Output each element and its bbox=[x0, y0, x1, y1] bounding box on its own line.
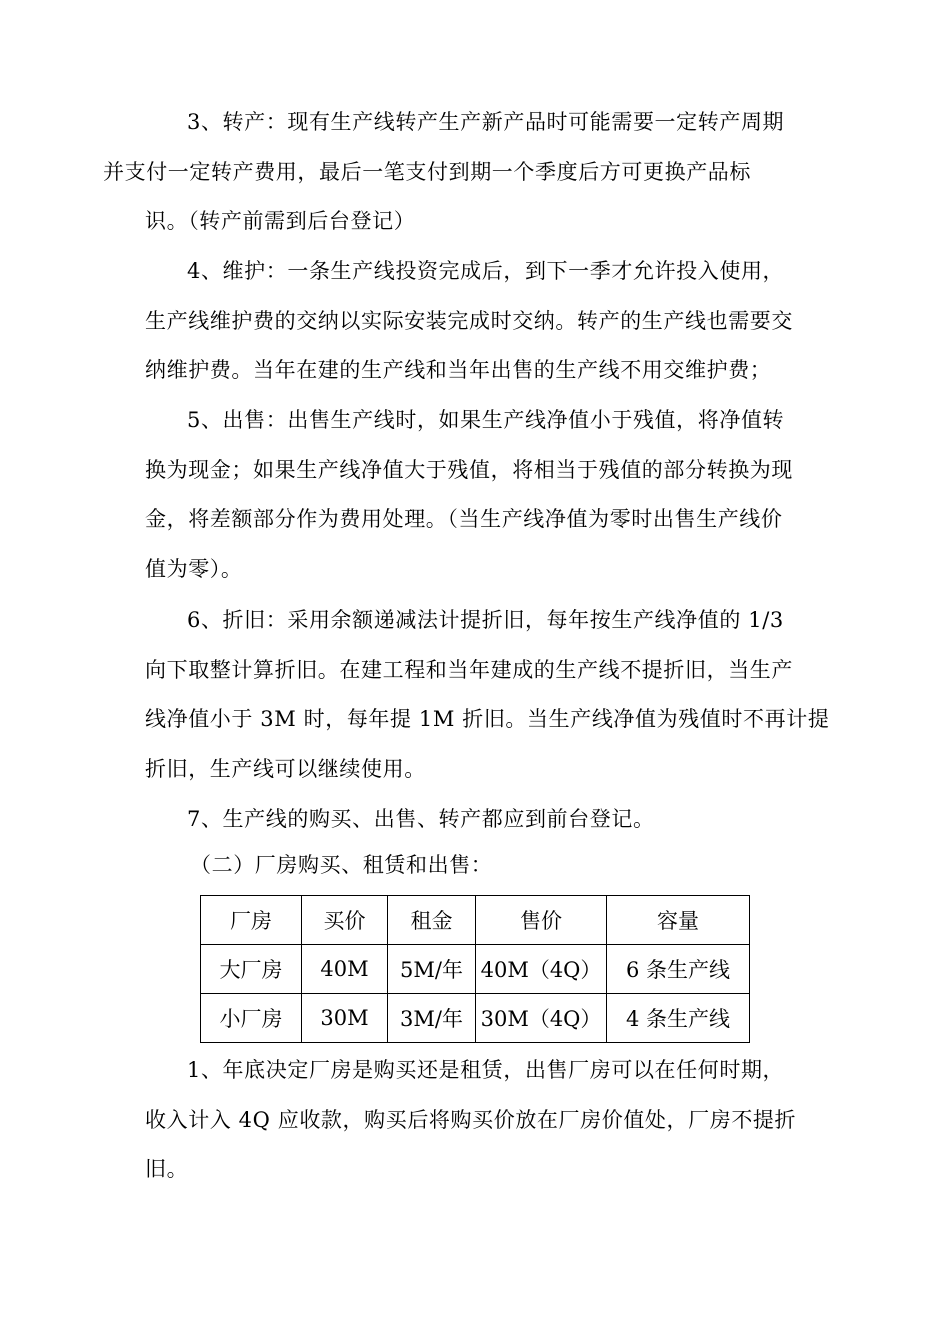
text-line: 生产线维护费的交纳以实际安装完成时交纳。转产的生产线也需要交 bbox=[145, 308, 793, 333]
table-cell: 大厂房 bbox=[201, 945, 302, 994]
paragraph-registration bbox=[145, 795, 810, 845]
table-cell: 6 条生产线 bbox=[607, 945, 750, 994]
text-line: 收入计入 4Q 应收款，购买后将购买价放在厂房价值处，厂房不提折 bbox=[145, 1107, 797, 1132]
paragraph-depreciation bbox=[145, 596, 830, 794]
text-line: 金，将差额部分作为费用处理。（当生产线净值为零时出售生产线价 bbox=[145, 507, 783, 531]
text-line: 6、折旧：采用余额递减法计提折旧，每年按生产线净值的 1/3 bbox=[187, 608, 784, 632]
table-header-cell: 售价 bbox=[476, 896, 607, 945]
text-line: 旧。 bbox=[145, 1157, 189, 1181]
table-header-cell: 买价 bbox=[302, 896, 388, 945]
text-line: 5、出售：出售生产线时，如果生产线净值小于残值，将净值转 bbox=[187, 408, 785, 432]
table-cell: 3M/年 bbox=[388, 994, 476, 1043]
table-cell: 4 条生产线 bbox=[607, 994, 750, 1043]
text-line: 换为现金；如果生产线净值大于残值，将相当于残值的部分转换为现 bbox=[145, 457, 793, 482]
table-row bbox=[201, 945, 750, 994]
plant-table bbox=[200, 895, 750, 1043]
table-row bbox=[201, 994, 750, 1043]
text-line: 折旧，生产线可以继续使用。 bbox=[145, 756, 426, 781]
paragraph-sale bbox=[145, 396, 810, 594]
paragraph-conversion bbox=[103, 98, 810, 247]
table-cell: 40M（4Q） bbox=[476, 945, 607, 994]
table-header-cell: 厂房 bbox=[201, 896, 302, 945]
paragraph-plant-purchase bbox=[145, 1046, 810, 1195]
text-line: 向下取整计算折旧。在建工程和当年建成的生产线不提折旧，当生产 bbox=[145, 657, 793, 682]
table-header-cell: 租金 bbox=[388, 896, 476, 945]
table-cell: 40M bbox=[302, 945, 388, 994]
table-header-row bbox=[201, 896, 750, 945]
table-cell: 5M/年 bbox=[388, 945, 476, 994]
text-line: 4、维护：一条生产线投资完成后，到下一季才允许投入使用， bbox=[187, 259, 785, 283]
paragraph-maintenance bbox=[145, 247, 810, 396]
table-cell: 30M bbox=[302, 994, 388, 1043]
text-line: 3、转产：现有生产线转产生产新产品时可能需要一定转产周期 bbox=[187, 110, 785, 134]
text-line: 识。（转产前需到后台登记） bbox=[145, 209, 416, 233]
table-cell: 30M（4Q） bbox=[476, 994, 607, 1043]
text-line: 1、年底决定厂房是购买还是租赁，出售厂房可以在任何时期， bbox=[187, 1058, 785, 1082]
section-heading: （二）厂房购买、租赁和出售： bbox=[190, 853, 493, 877]
table-header-cell: 容量 bbox=[607, 896, 750, 945]
text-line: 纳维护费。当年在建的生产线和当年出售的生产线不用交维护费； bbox=[145, 358, 772, 382]
text-line: 7、生产线的购买、出售、转产都应到前台登记。 bbox=[187, 807, 655, 831]
text-line: 并支付一定转产费用，最后一笔支付到期一个季度后方可更换产品标 bbox=[103, 159, 751, 184]
table-cell: 小厂房 bbox=[201, 994, 302, 1043]
text-line: 值为零）。 bbox=[145, 556, 243, 581]
text-line: 线净值小于 3M 时，每年提 1M 折旧。当生产线净值为残值时不再计提 bbox=[145, 707, 830, 731]
